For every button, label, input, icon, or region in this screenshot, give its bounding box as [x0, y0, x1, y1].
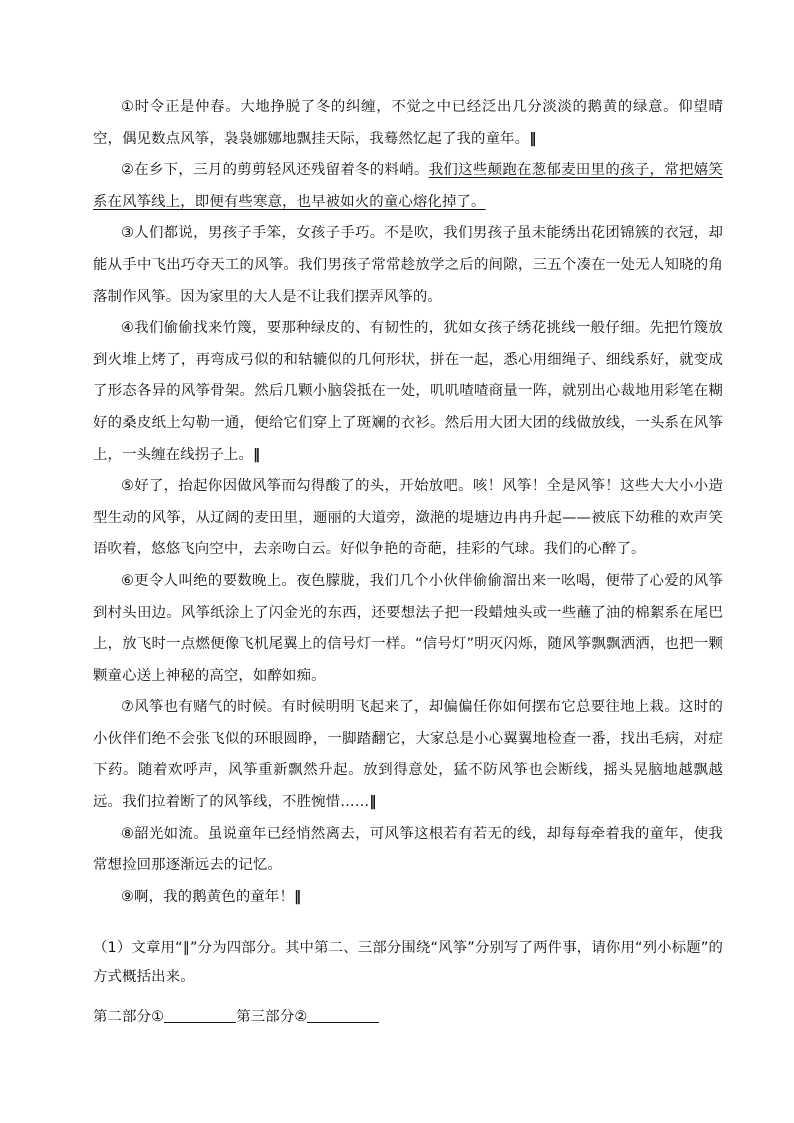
paragraph-3-text: ③人们都说，男孩子手笨，女孩子手巧。不是吹，我们男孩子虽未能绣出花团锦簇的衣冠，却能从手中飞出巧夺天工的风筝。我们男孩子常常趁放学之后的间隙，三五个凑在一处无人知晓的角落制作风筝。因为家里的大人是不让我们摆弄风筝的。	[93, 225, 723, 305]
passage	[93, 92, 723, 913]
section-divider-marker: ‖	[529, 130, 537, 147]
paragraph-3	[93, 218, 723, 313]
paragraph-9	[93, 882, 723, 914]
answer-label-part-3: 第三部分②	[236, 1009, 308, 1025]
paragraph-8	[93, 819, 723, 882]
question-1-text: （1）文章用“∥”分为四部分。其中第二、三部分围绕“风筝”分别写了两件事，请你用“列小标题”的方式概括出来。	[93, 940, 723, 985]
paragraph-5	[93, 471, 723, 566]
paragraph-4	[93, 313, 723, 471]
paragraph-2	[93, 155, 723, 218]
paragraph-1-text: ①时令正是仲春。大地挣脱了冬的纠缠，不觉之中已经泛出几分淡淡的鹅黄的绿意。仰望晴空，偶见数点风筝，袅袅娜娜地飘挂天际，我蓦然忆起了我的童年。	[93, 99, 723, 147]
section-divider-marker: ‖	[252, 446, 261, 463]
paragraph-7	[93, 692, 723, 818]
paragraph-6-text: ⑥更令人叫绝的要数晚上。夜色朦胧，我们几个小伙伴偷偷溜出来一吆喝，便带了心爱的风筝到村头田边。风筝纸涂上了闪金光的东西，还要想法子把一段蜡烛头或一些蘸了油的棉絮系在尾巴上，放飞时一点燃便像飞机尾翼上的信号灯一样。“信号灯”明灭闪烁，随风筝飘飘洒洒，也把一颗颗童心送上神秘的高空，如醉如痴。	[93, 572, 723, 684]
section-divider-marker: ‖	[294, 888, 302, 905]
section-divider-marker: ‖	[369, 794, 377, 811]
paragraph-8-text: ⑧韶光如流。虽说童年已经悄然离去，可风筝这根若有若无的线，却每每牵着我的童年，使我常想捡回那逐渐远去的记忆。	[93, 825, 723, 874]
answer-label-part-2: 第二部分①	[93, 1009, 165, 1025]
paragraph-9-text: ⑨啊，我的鹅黄色的童年！	[121, 888, 294, 905]
paragraph-6	[93, 566, 723, 692]
answer-blank-1[interactable]	[164, 1006, 236, 1023]
paragraph-5-text: ⑤好了，抬起你因做风筝而勾得酸了的头，开始放吧。咳！风筝！全是风筝！这些大大小小造型生动的风筝，从辽阔的麦田里，逦丽的大道旁，潋滟的堤塘边冉冉升起——被底下幼稚的欢声笑语吹着，悠悠飞向空中，去亲吻白云。好似争艳的奇葩，挂彩的气球。我们的心醉了。	[93, 478, 723, 558]
paragraph-1	[93, 92, 723, 155]
paragraph-4-text: ④我们偷偷找来竹篾，要那种绿皮的、有韧性的，犹如女孩子绣花挑线一般仔细。先把竹篾放到火堆上烤了，再弯成弓似的和轱辘似的几何形状，拼在一起，悉心用细绳子、细线系好，就变成了形态各异的风筝骨架。然后几颗小脑袋抵在一处，叽叽喳喳商量一阵，就别出心裁地用彩笔在糊好的桑皮纸上勾勒一通，便给它们穿上了斑斓的衣衫。然后用大团大团的线做放线，一头系在风筝上，一头缠在线拐子上。	[93, 320, 723, 463]
answer-row	[93, 1003, 379, 1032]
question-1	[93, 934, 723, 992]
paragraph-2-text: ②在乡下，三月的剪剪轻风还残留着冬的料峭。	[121, 162, 429, 179]
underlined-sentence: 我们这些颠跑在葱郁麦田里的孩子，常把嬉笑系在风筝线上，即便有些寒意，也早被如火的童心熔化掉了。	[93, 162, 723, 210]
answer-blank-2[interactable]	[307, 1006, 379, 1023]
paragraph-7-text: ⑦风筝也有赌气的时候。有时候明明飞起来了，却偏偏任你如何摆布它总要往地上栽。这时的小伙伴们绝不会张飞似的环眼圆睁，一脚踏翻它，大家总是小心翼翼地检查一番，找出毛病，对症下药。随着欢呼声，风筝重新飘然升起。放到得意处，猛不防风筝也会断线，摇头晃脑地越飘越远。我们拉着断了的风筝线，不胜惋惜……	[93, 699, 723, 811]
